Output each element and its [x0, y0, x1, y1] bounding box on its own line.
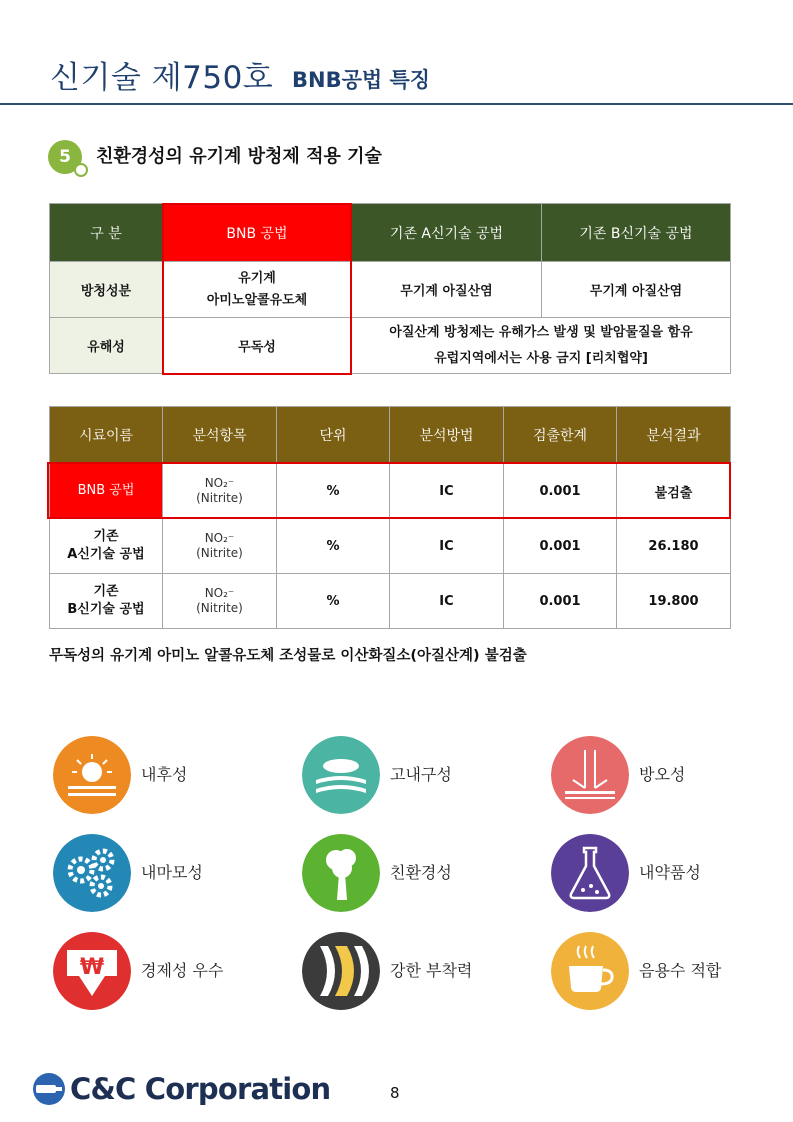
adhesion-icon	[302, 932, 380, 1010]
table-row	[50, 262, 731, 318]
section-title: 친환경성의 유기계 방청제 적용 기술	[96, 146, 382, 167]
feature-label: 내후성	[141, 765, 188, 784]
table-header-cell: 검출한계	[504, 407, 617, 464]
company-name: C&C Corporation	[70, 1072, 331, 1106]
page-title: 신기술 제750호	[50, 60, 274, 96]
feature-item	[53, 932, 293, 1012]
table-header-row	[50, 204, 731, 262]
table-cell: 무독성	[163, 318, 352, 374]
formula-name: (Nitrite)	[196, 546, 243, 560]
table-row	[50, 574, 731, 629]
table-cell: 무기계 아질산염	[542, 262, 731, 318]
bnb-row-highlight-box	[47, 462, 731, 519]
analysis-item	[163, 574, 277, 629]
svg-text:₩: ₩	[79, 955, 105, 980]
table-cell-merged	[352, 318, 731, 374]
table-header-cell: 분석항목	[163, 407, 277, 464]
method-cell: IC	[390, 574, 504, 629]
page-subtitle: BNB공법 특징	[292, 68, 431, 92]
cell-line: 아질산계 방청제는 유해가스 발생 및 발암물질을 함유	[389, 324, 693, 340]
tree-icon	[302, 834, 380, 912]
cup-icon	[551, 932, 629, 1010]
table-header-cell: 기존 B신기술 공법	[542, 204, 731, 262]
section-badge-dot	[74, 163, 88, 177]
table-row	[50, 519, 731, 574]
bnb-highlight-box	[162, 203, 352, 375]
feature-label: 경제성 우수	[141, 961, 224, 980]
table-header-cell: 구 분	[50, 204, 163, 262]
unit-cell: %	[277, 464, 390, 519]
table-header-row	[50, 407, 731, 464]
limit-cell: 0.001	[504, 574, 617, 629]
feature-item	[551, 932, 791, 1012]
cell-line: 기존	[93, 529, 119, 544]
feature-item	[302, 932, 542, 1012]
feature-item	[53, 736, 293, 816]
sample-name	[50, 574, 163, 629]
section-number: 5	[59, 147, 71, 167]
analysis-note: 무독성의 유기계 아미노 알콜유도체 조성물로 이산화질소(아질산계) 불검출	[49, 648, 527, 664]
feature-item	[551, 834, 791, 914]
header-divider	[0, 103, 793, 105]
feature-label: 친환경성	[390, 863, 452, 882]
formula-name: (Nitrite)	[196, 491, 243, 505]
cell-line: 기존	[93, 584, 119, 599]
sample-name	[50, 519, 163, 574]
limit-cell: 0.001	[504, 519, 617, 574]
table-header-cell: 시료이름	[50, 407, 163, 464]
method-cell: IC	[390, 464, 504, 519]
unit-cell: %	[277, 519, 390, 574]
formula: NO₂⁻	[204, 531, 235, 545]
result-cell: 19.800	[617, 574, 731, 629]
feature-label: 음용수 적합	[639, 961, 722, 980]
limit-cell: 0.001	[504, 464, 617, 519]
gears-icon	[53, 834, 131, 912]
company-logo-icon	[32, 1072, 66, 1106]
sun-icon	[53, 736, 131, 814]
table-header-cell: 기존 A신기술 공법	[352, 204, 542, 262]
cell-line: A신기술 공법	[67, 547, 145, 562]
table-header-cell: 단위	[277, 407, 390, 464]
flask-icon	[551, 834, 629, 912]
method-cell: IC	[390, 519, 504, 574]
page-number: 8	[390, 1084, 400, 1102]
table-header-bnb: BNB 공법	[163, 204, 352, 262]
feature-label: 내약품성	[639, 863, 701, 882]
row-label: 방청성분	[50, 262, 163, 318]
table-cell: 무기계 아질산염	[352, 262, 542, 318]
table-row	[50, 318, 731, 374]
formula: NO₂⁻	[204, 476, 235, 490]
cell-line: B신기술 공법	[67, 602, 145, 617]
feature-item	[53, 834, 293, 914]
table-header-cell: 분석결과	[617, 407, 731, 464]
result-cell: 불검출	[617, 464, 731, 519]
layers-icon	[302, 736, 380, 814]
feature-item	[302, 834, 542, 914]
table-header-cell: 분석방법	[390, 407, 504, 464]
analysis-item	[163, 519, 277, 574]
cell-line: 유럽지역에서는 사용 금지 [리치협약]	[434, 350, 648, 366]
feature-item	[302, 736, 542, 816]
unit-cell: %	[277, 574, 390, 629]
cell-line: BNB 공법	[77, 483, 135, 498]
comparison-table	[49, 203, 731, 374]
feature-label: 고내구성	[390, 765, 452, 784]
result-cell: 26.180	[617, 519, 731, 574]
reflect-icon	[551, 736, 629, 814]
feature-item	[551, 736, 791, 816]
feature-label: 내마모성	[141, 863, 203, 882]
cell-line: 아미노알콜유도체	[206, 292, 308, 308]
formula: NO₂⁻	[204, 586, 235, 600]
feature-label: 방오성	[639, 765, 686, 784]
row-label: 유해성	[50, 318, 163, 374]
won-icon	[53, 932, 131, 1010]
feature-label: 강한 부착력	[390, 961, 473, 980]
cell-line: 유기계	[238, 270, 276, 286]
formula-name: (Nitrite)	[196, 601, 243, 615]
